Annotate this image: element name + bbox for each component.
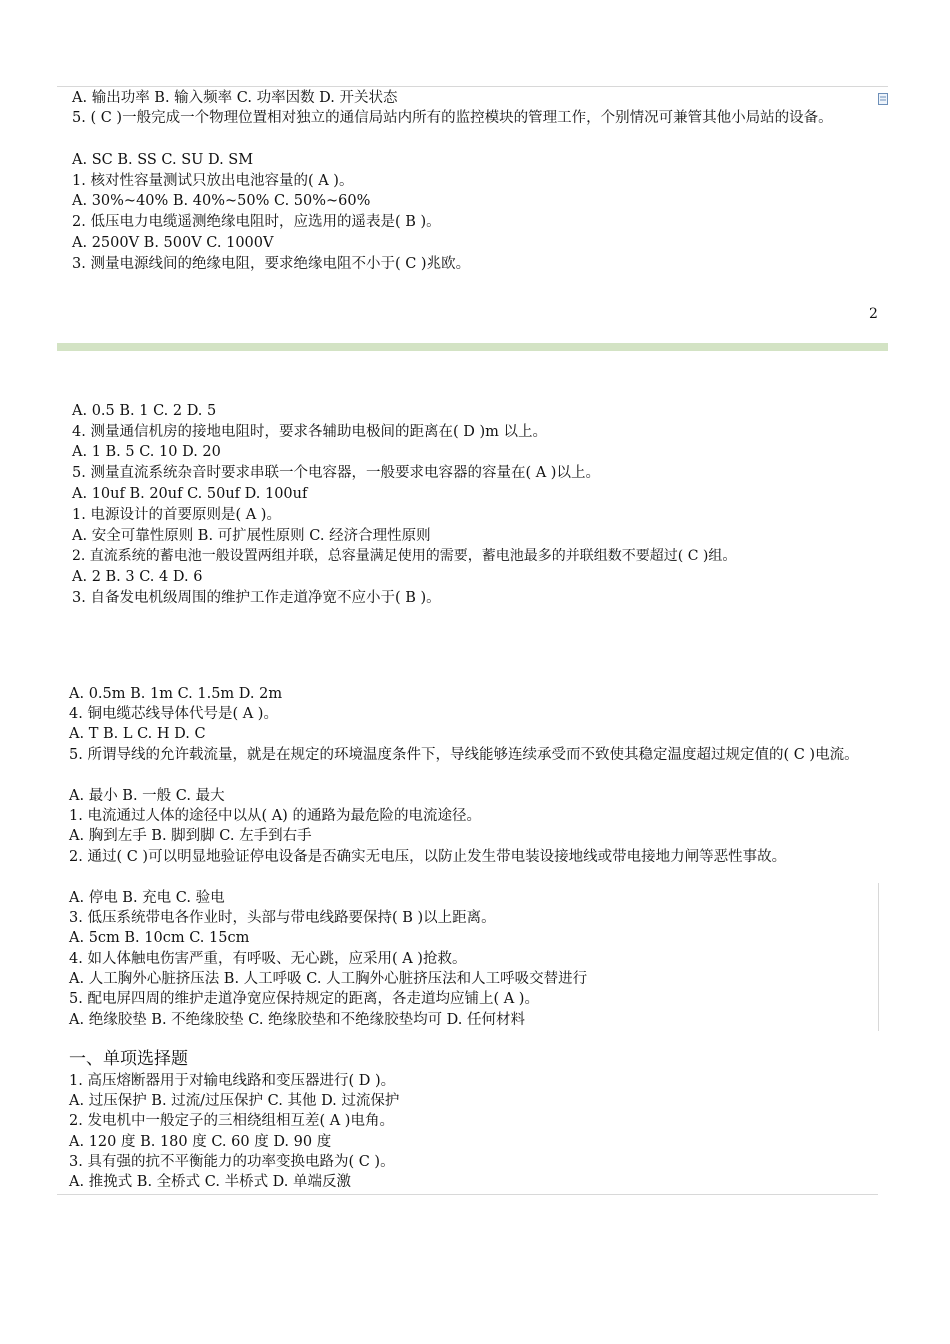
- question-line: A. 10uf B. 20uf C. 50uf D. 100uf: [72, 486, 308, 502]
- question-line: 5. 所谓导线的允许载流量，就是在规定的环境温度条件下，导线能够连续承受而不致使其稳定温度超过规定值的( C )电流。: [69, 747, 859, 763]
- question-line: A. 安全可靠性原则 B. 可扩展性原则 C. 经济合理性原则: [72, 528, 431, 544]
- question-line: 2. 低压电力电缆遥测绝缘电阻时，应选用的遥表是( B )。: [72, 214, 441, 230]
- question-line: A. 2500V B. 500V C. 1000V: [72, 235, 274, 251]
- question-line: 2. 发电机中一般定子的三相绕组相互差( A )电角。: [69, 1113, 394, 1129]
- question-line: A. T B. L C. H D. C: [69, 726, 206, 742]
- question-line: 3. 自备发电机级周围的维护工作走道净宽不应小于( B )。: [72, 590, 441, 606]
- page-number: 2: [869, 306, 878, 322]
- document-icon: [878, 90, 888, 102]
- question-line: 2. 通过( C )可以明显地验证停电设备是否确实无电压，以防止发生带电装设接地线或带电接地力闸等恶性事故。: [69, 849, 787, 865]
- question-line: A. 0.5 B. 1 C. 2 D. 5: [72, 403, 217, 419]
- question-line: 2. 直流系统的蓄电池一般设置两组并联，总容量满足使用的需要，蓄电池最多的并联组数不要超过( C )组。: [72, 548, 737, 564]
- question-line: A. 绝缘胶垫 B. 不绝缘胶垫 C. 绝缘胶垫和不绝缘胶垫均可 D. 任何材料: [69, 1012, 526, 1028]
- question-line: A. 最小 B. 一般 C. 最大: [69, 788, 225, 804]
- side-rule: [878, 883, 879, 1031]
- question-line: A. 1 B. 5 C. 10 D. 20: [72, 444, 221, 460]
- question-line: A. 推挽式 B. 全桥式 C. 半桥式 D. 单端反激: [69, 1174, 352, 1190]
- question-line: 3. 测量电源线间的绝缘电阻，要求绝缘电阻不小于( C )兆欧。: [72, 256, 471, 272]
- question-line: A. 5cm B. 10cm C. 15cm: [69, 930, 250, 946]
- question-line: 4. 如人体触电伤害严重，有呼吸、无心跳，应采用( A )抢救。: [69, 951, 467, 967]
- page-separator: [57, 343, 888, 351]
- question-line: 3. 低压系统带电各作业时，头部与带电线路要保持( B )以上距离。: [69, 910, 496, 926]
- question-line: 3. 具有强的抗不平衡能力的功率变换电路为( C )。: [69, 1154, 395, 1170]
- question-line: A. 2 B. 3 C. 4 D. 6: [72, 569, 203, 585]
- question-line: 5. 测量直流系统杂音时要求串联一个电容器，一般要求电容器的容量在( A )以上。: [72, 465, 600, 481]
- question-line: 4. 测量通信机房的接地电阻时，要求各辅助电极间的距离在( D )m 以上。: [72, 424, 547, 440]
- question-line: A. 停电 B. 充电 C. 验电: [69, 890, 225, 906]
- question-line: A. 0.5m B. 1m C. 1.5m D. 2m: [69, 686, 283, 702]
- question-line: 1. 电流通过人体的途径中以从( A) 的通路为最危险的电流途径。: [69, 808, 481, 824]
- section-heading: 一、单项选择题: [69, 1049, 188, 1069]
- question-line: A. 输出功率 B. 输入频率 C. 功率因数 D. 开关状态: [72, 90, 398, 106]
- question-line: 5. ( C )一般完成一个物理位置相对独立的通信局站内所有的监控模块的管理工作，个别情况可兼管其他小局站的设备。: [72, 110, 833, 126]
- top-rule: [57, 86, 888, 87]
- bottom-rule: [57, 1194, 878, 1195]
- question-line: 1. 高压熔断器用于对输电线路和变压器进行( D )。: [69, 1073, 396, 1089]
- question-line: A. 30%~40% B. 40%~50% C. 50%~60%: [72, 193, 371, 209]
- question-line: 4. 铜电缆芯线导体代号是( A )。: [69, 706, 278, 722]
- question-line: A. SC B. SS C. SU D. SM: [72, 152, 254, 168]
- question-line: 5. 配电屏四周的维护走道净宽应保持规定的距离，各走道均应铺上( A )。: [69, 991, 539, 1007]
- question-line: 1. 核对性容量测试只放出电池容量的( A )。: [72, 173, 354, 189]
- question-line: A. 胸到左手 B. 脚到脚 C. 左手到右手: [69, 828, 312, 844]
- question-line: A. 过压保护 B. 过流/过压保护 C. 其他 D. 过流保护: [69, 1093, 400, 1109]
- question-line: A. 人工胸外心脏挤压法 B. 人工呼吸 C. 人工胸外心脏挤压法和人工呼吸交替进行: [69, 971, 588, 987]
- question-line: A. 120 度 B. 180 度 C. 60 度 D. 90 度: [69, 1134, 332, 1150]
- question-line: 1. 电源设计的首要原则是( A )。: [72, 507, 281, 523]
